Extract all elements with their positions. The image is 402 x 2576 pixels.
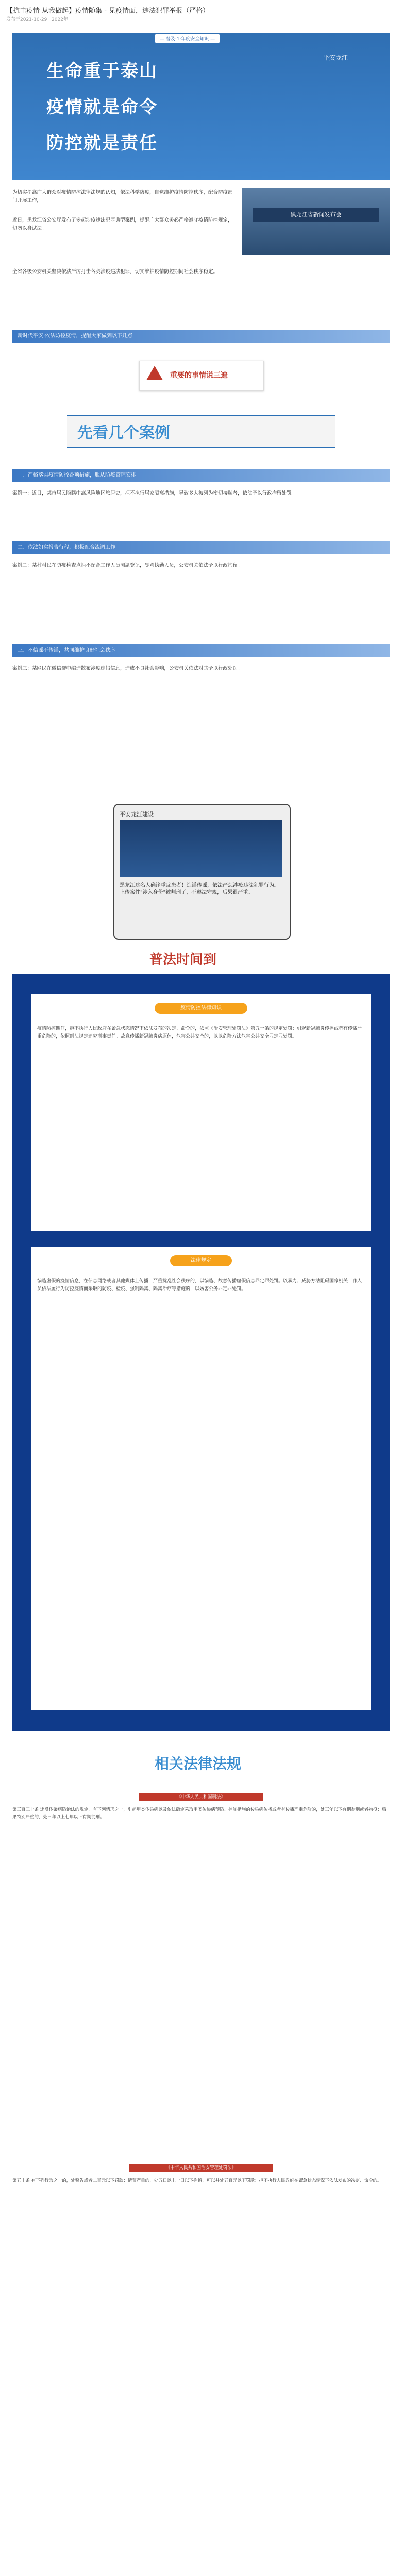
- banner-top-label: — 普及·1·年度安全知识 —: [155, 34, 220, 43]
- article-meta: 发布于2021-10-29 | 2022年: [6, 17, 68, 22]
- law-time-title: 普法时间到: [149, 952, 217, 968]
- law-1-head: 《中华人民共和国刑法》: [139, 1793, 263, 1801]
- banner-line-2: 疫情就是命令: [46, 97, 158, 117]
- banner-logo: 平安龙江: [320, 52, 351, 63]
- warning-text: 重要的事情说三遍: [170, 371, 228, 380]
- law-2-head: 《中华人民共和国治安管理处罚法》: [129, 2164, 273, 2172]
- law-card-2-text: 编造虚假的疫情信息，在信息网络或者其他媒体上传播，严重扰乱社会秩序的，以编造、故意传播虚假信息罪定罪处罚。以暴力、威胁方法阻碍国家机关工作人员依法履行为防控疫情而采取的防疫、检疫、强制隔离、隔离治疗等措施的，以妨害公务罪定罪处罚。: [37, 1279, 362, 1292]
- related-laws-title: 相关法律法规: [155, 1755, 242, 1772]
- section-bar-3: 二、依法如实报告行程，积极配合流调工作: [12, 541, 390, 554]
- phone-header: 平安龙江建设: [120, 811, 154, 818]
- intro-paragraph-1: 为切实提高广大群众对疫情防控法律法规的认知，依法科学防疫，自觉维护疫情防控秩序，配合防疫部门开展工作，: [12, 190, 233, 204]
- warning-triangle-icon: [146, 366, 163, 380]
- case-paragraph-1: 案例一：近日，某市居民隐瞒中高风险地区旅居史，拒不执行居家隔离措施，导致多人被列为密切接触者，依法予以行政拘留处罚。: [12, 490, 297, 496]
- case-paragraph-3: 案例三：某网民在微信群中编造散布涉疫虚假信息，造成不良社会影响，公安机关依法对其予以行政处罚。: [12, 666, 243, 671]
- phone-caption: 黑龙江这名人确诊重症患者！造谣传谣，依法严惩涉疫违法犯罪行为。上传案件"涉入身份"被判刑了，不遵法守规，后果很严重。: [120, 883, 279, 895]
- banner-line-3: 防控就是责任: [46, 133, 158, 154]
- law-card-1-text: 疫情防控期间，拒不执行人民政府在紧急状态情况下依法发布的决定、命令的，依照《治安管理处罚法》第五十条的规定处罚；引起新冠肺炎传播或者有传播严重危险的，依照刑法规定追究刑事责任。故意传播新冠肺炎病原体，危害公共安全的，以以危险方法危害公共安全罪定罪处罚。: [37, 1026, 362, 1039]
- phone-news-image: [120, 820, 282, 877]
- intro-paragraph-3: 全省各级公安机关坚决依法严厉打击各类涉疫违法犯罪，切实维护疫情防控期间社会秩序稳定。: [12, 269, 219, 275]
- section-bar-4: 三、不信谣不传谣，共同维护良好社会秩序: [12, 644, 390, 657]
- case-paragraph-2: 案例二：某村村民在防疫检查点拒不配合工作人员测温登记，辱骂执勤人员，公安机关依法予以行政拘留。: [12, 563, 243, 568]
- section-bar-1: 新时代平安·依法防控疫情，提醒大家做到以下几点: [12, 330, 390, 343]
- law-card-1-pill: 疫情防控法律知识: [155, 1003, 247, 1014]
- intro-paragraph-2: 近日，黑龙江省公安厅发布了多起涉疫违法犯罪典型案例，提醒广大群众务必严格遵守疫情防控规定，切勿以身试法。: [12, 217, 233, 231]
- cases-banner-text: 先看几个案例: [77, 424, 170, 442]
- article-title: 【抗击疫情 从我做起】疫情随集 - 见疫情面，违法犯罪举报（严格）: [6, 7, 210, 15]
- law-card-2: [31, 1247, 371, 1710]
- banner-line-1: 生命重于泰山: [46, 61, 158, 81]
- press-photo-sign: 黑龙江省新闻发布会: [253, 208, 379, 222]
- law-1-text: 第三百三十条 违反传染病防治法的规定，有下列情形之一，引起甲类传染病以及依法确定采取甲类传染病预防、控制措施的传染病传播或者有传播严重危险的，处三年以下有期徒刑或者拘役；后果特别严重的，处三年以上七年以下有期徒刑。: [12, 1807, 387, 1820]
- law-2-text: 第五十条 有下列行为之一的，处警告或者二百元以下罚款；情节严重的，处五日以上十日以下拘留，可以并处五百元以下罚款：拒不执行人民政府在紧急状态情况下依法发布的决定、命令的。: [12, 2178, 382, 2183]
- section-bar-2: 一、严格落实疫情防控各项措施，服从防疫管理安排: [12, 469, 390, 482]
- law-card-2-pill: 法律规定: [170, 1255, 232, 1266]
